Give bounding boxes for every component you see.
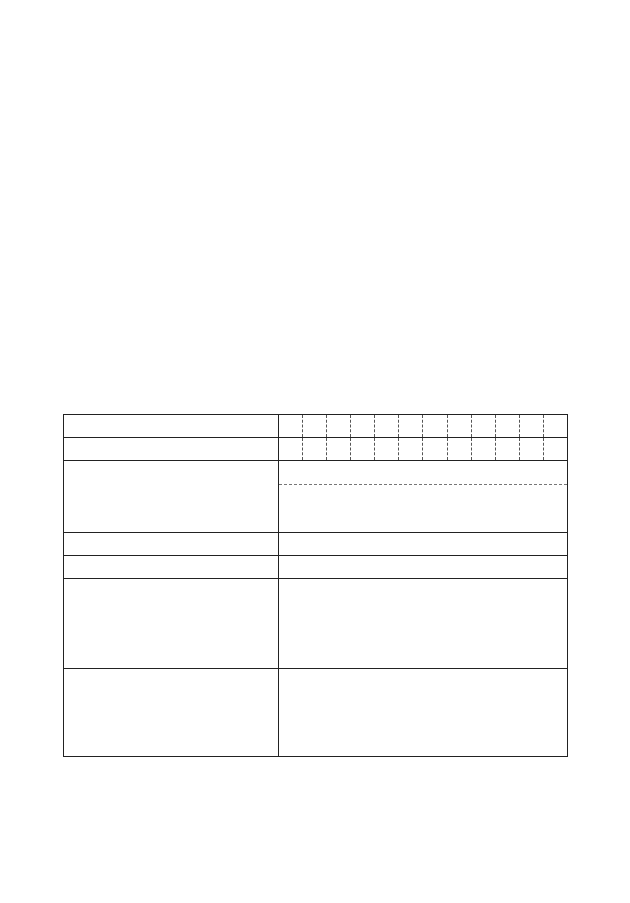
row-label-3 xyxy=(64,461,279,533)
row-label-5 xyxy=(64,556,279,579)
withdrawal-date-cell[interactable] xyxy=(279,556,568,579)
applicant-block xyxy=(282,266,432,322)
withdrawal-form-table xyxy=(63,414,568,757)
confirmed-date-cell[interactable] xyxy=(279,533,568,556)
withdrawal-reason-cell[interactable] xyxy=(279,579,568,669)
table-row xyxy=(64,579,568,669)
row-label-7 xyxy=(64,669,279,757)
row-label-2 xyxy=(64,438,279,461)
row-label-1 xyxy=(64,415,279,438)
table-row xyxy=(64,461,568,533)
row-label-4 xyxy=(64,533,279,556)
row-label-6 xyxy=(64,579,279,669)
table-row xyxy=(64,438,568,461)
number-grid-2[interactable] xyxy=(279,438,568,461)
number-grid-1[interactable] xyxy=(279,415,568,438)
table-row xyxy=(64,669,568,757)
table-row xyxy=(64,556,568,579)
user-measures-cell[interactable] xyxy=(279,669,568,757)
submission-date xyxy=(472,194,562,208)
facility-cell[interactable] xyxy=(279,461,568,533)
table-row xyxy=(64,533,568,556)
table-row xyxy=(64,415,568,438)
